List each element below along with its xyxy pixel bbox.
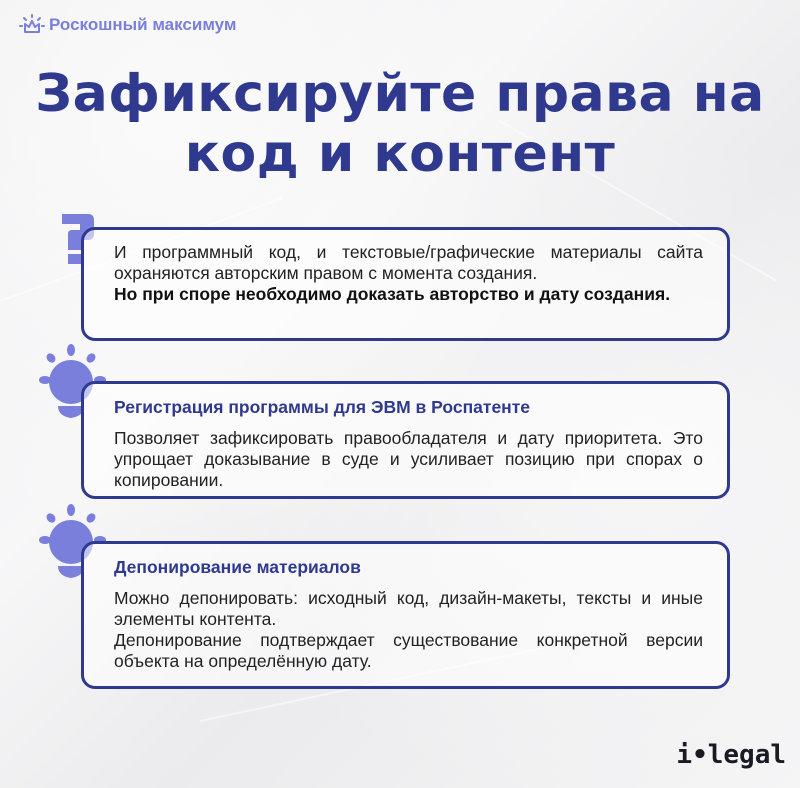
info-card-copyright xyxy=(81,227,730,341)
info-card-deposit xyxy=(81,541,730,689)
card-heading: Регистрация программы для ЭВМ в Роспатенте xyxy=(114,397,531,417)
brand-name: Роскошный максимум xyxy=(49,15,237,34)
card-body: Позволяет зафиксировать правообладателя и дату приоритета. Это упрощает доказывание в суде и усиливает позицию при спорах о копировании. xyxy=(114,428,703,490)
crown-icon xyxy=(19,14,45,36)
card-bold-note: Но при споре необходимо доказать авторство и дату создания. xyxy=(114,284,671,304)
card-heading: Депонирование материалов xyxy=(114,557,361,577)
info-card-registration xyxy=(81,381,730,499)
brand xyxy=(19,14,236,36)
ilegal-logo: i•legal xyxy=(676,740,786,770)
card-body-2: Депонирование подтверждает существование конкретной версии объекта на определённую дату. xyxy=(114,630,703,671)
title-line-2: код и контент xyxy=(184,124,616,184)
page-title xyxy=(0,64,800,184)
card-body-1: Можно депонировать: исходный код, дизайн-макеты, тексты и иные элементы контента. xyxy=(114,588,703,629)
card-body: И программный код, и текстовые/графические материалы сайта охраняются авторским правом с момента создания. xyxy=(114,242,703,283)
title-line-1: Зафиксируйте права на xyxy=(35,64,765,124)
